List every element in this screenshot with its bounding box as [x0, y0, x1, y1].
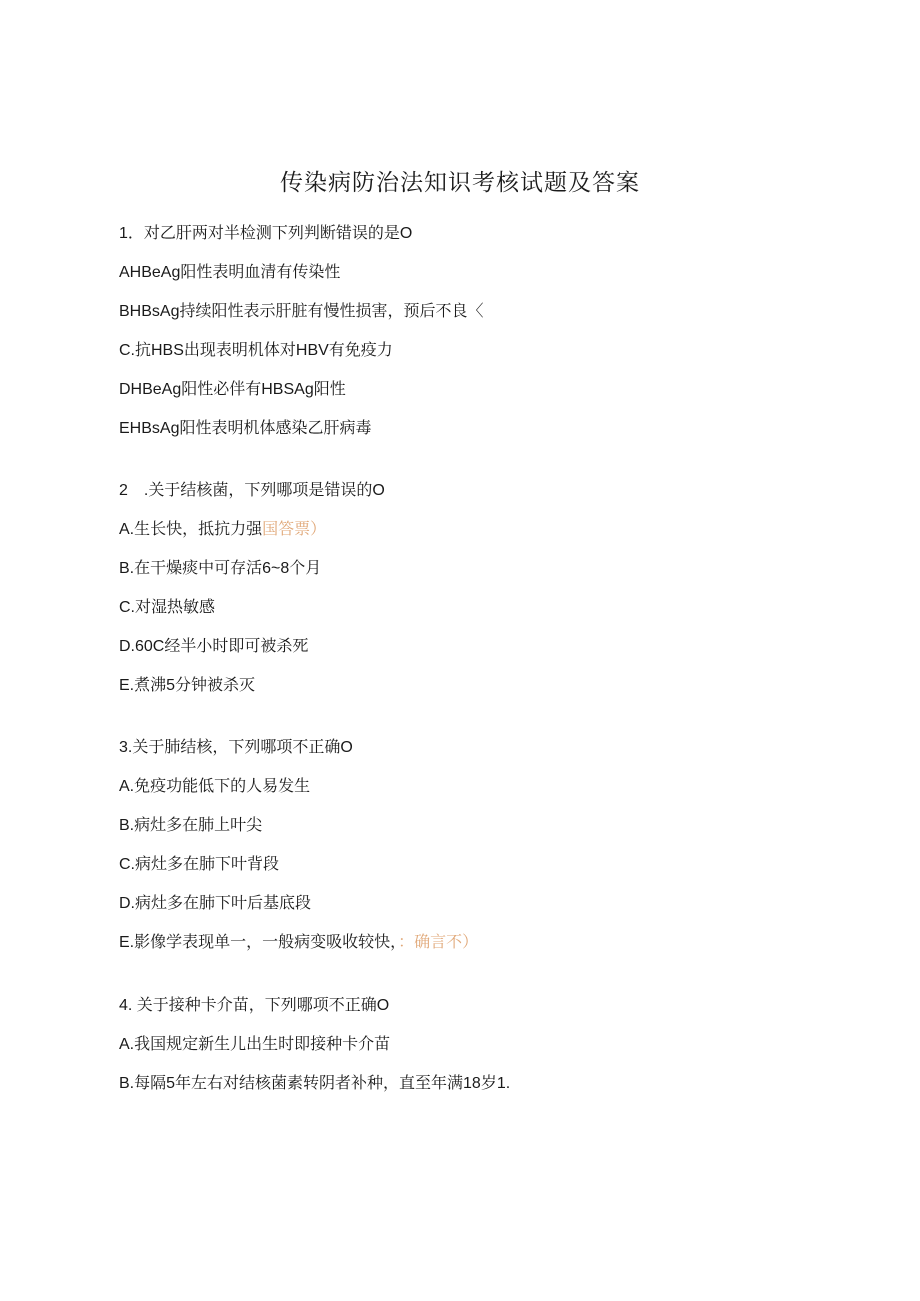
question-3-option-e-text: E.影像学表现单一，一般病变吸收较快， — [119, 934, 399, 951]
question-4-option-b: B.每隔5年左右对结核菌素转阴者补种，直至年满18岁1. — [119, 1075, 511, 1092]
question-3-option-c: C.病灶多在肺下叶背段 — [119, 856, 280, 873]
question-3-stem: 3.关于肺结核，下列哪项不正确O — [119, 739, 353, 756]
answer-note: ：确言不） — [398, 934, 479, 951]
question-1-option-b: BHBsAg持续阳性表示肝脏有慢性损害，预后不良〈 — [119, 303, 484, 320]
question-3-option-d: D.病灶多在肺下叶后基底段 — [119, 895, 312, 912]
question-1-option-e: EHBsAg阳性表明机体感染乙肝病毒 — [119, 420, 372, 437]
question-2-option-e: E.煮沸5分钟被杀灭 — [119, 677, 256, 694]
question-1-option-a: AHBeAg阳性表明血清有传染性 — [119, 264, 341, 281]
question-1-option-d: DHBeAg阳性必伴有HBSAg阳性 — [119, 381, 346, 398]
question-2-option-b: B.在干燥痰中可存活6~8个月 — [119, 560, 322, 577]
question-1-option-c: C.抗HBS出现表明机体对HBV有免疫力 — [119, 342, 393, 359]
question-2-option-a-text: A.生长快，抵抗力强 — [119, 521, 263, 538]
page-title: 传染病防治法知识考核试题及答案 — [280, 170, 640, 196]
question-2-option-d: D.60C经半小时即可被杀死 — [119, 638, 309, 655]
question-2-option-a — [119, 519, 326, 541]
question-2-stem: 2 .关于结核菌，下列哪项是错误的O — [119, 482, 385, 499]
question-3-option-e — [119, 932, 478, 954]
question-3-option-a: A.免疫功能低下的人易发生 — [119, 778, 311, 795]
question-4-stem: 4. 关于接种卡介苗，下列哪项不正确O — [119, 997, 390, 1014]
question-4-option-a: A.我国规定新生儿出生时即接种卡介苗 — [119, 1036, 391, 1053]
question-2-option-c: C.对湿热敏感 — [119, 599, 216, 616]
question-3-option-b: B.病灶多在肺上叶尖 — [119, 817, 263, 834]
answer-note: 国答票） — [262, 521, 327, 538]
question-1-stem: 1．对乙肝两对半检测下列判断错误的是O — [119, 225, 413, 242]
